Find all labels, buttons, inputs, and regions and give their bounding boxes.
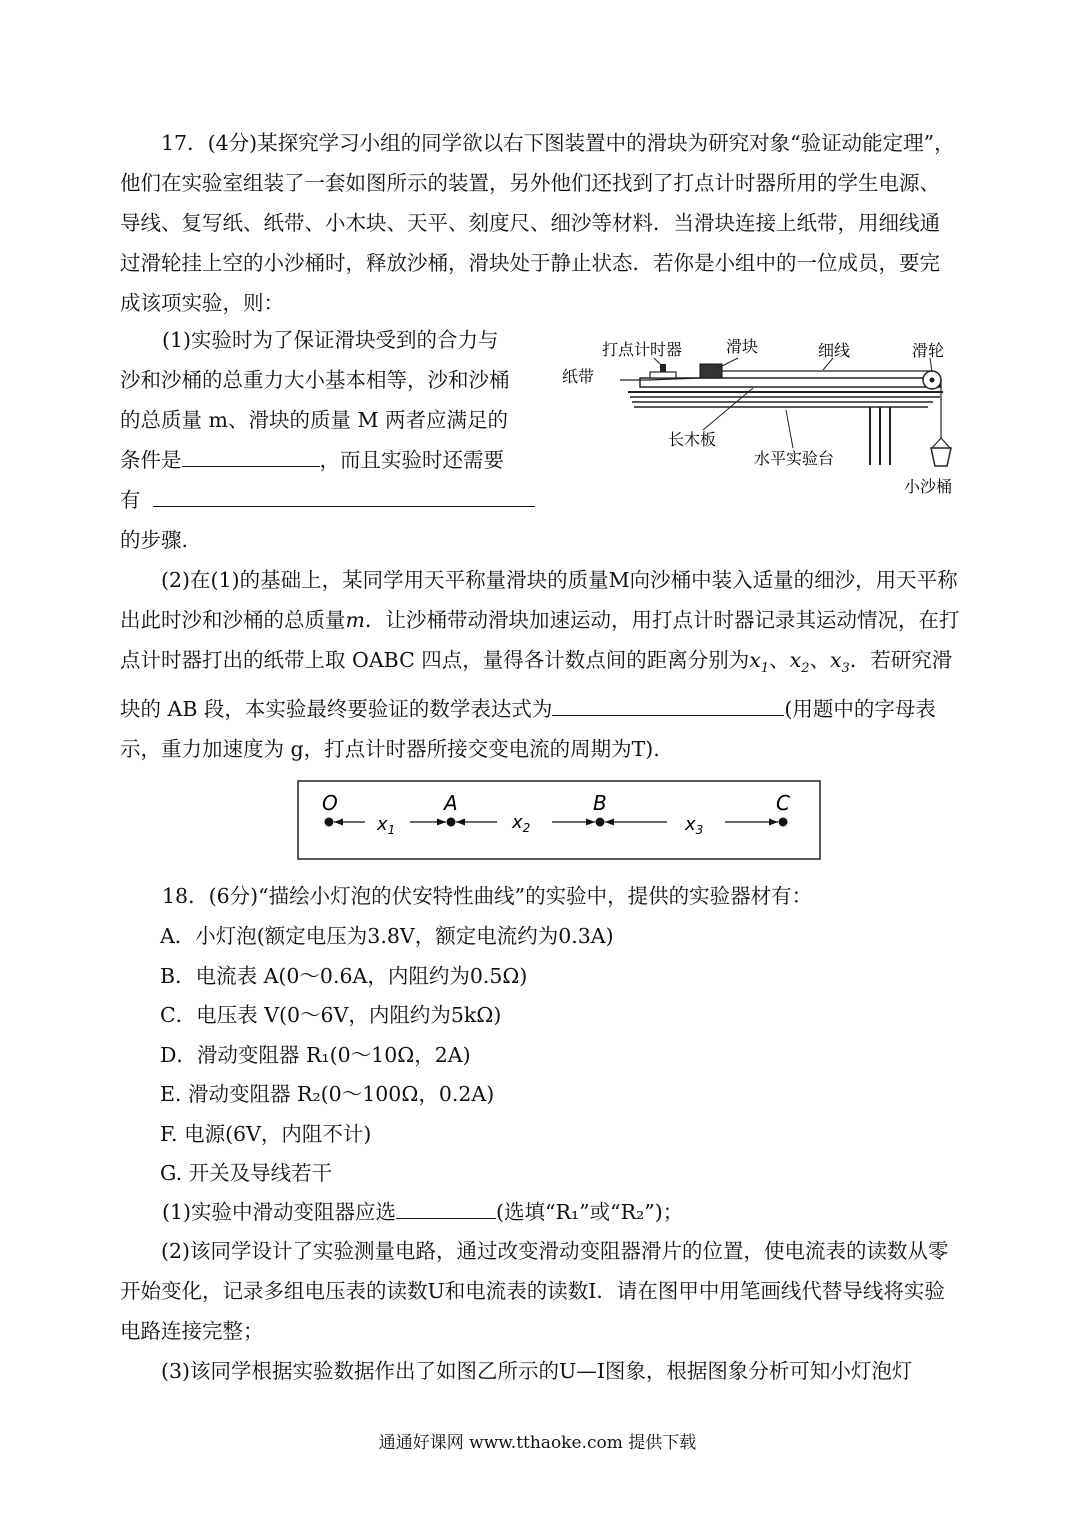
- tape-point-B: [596, 818, 605, 827]
- sand-bucket: [931, 448, 951, 466]
- long-board: [640, 378, 940, 387]
- q17-part2: (2)在(1)的基础上，某同学用天平称量滑块的质量M向沙桶中装入适量的细沙，用天平称出此时沙和沙桶的总质量m．让沙桶带动滑块加速运动，用打点计时器记录其运动情况，在打点计时器打出的纸带上取 OABC 四点，量得各计数点间的距离分别为$x_1$、$x_2$、$x_3$．若研究滑块的 AB 段，本实验最终要验证的数学表达式为 (用题中的字母表示，重力加速度为 g，打点计时器所接交变电流的周期为T).: [120, 568, 960, 762]
- q17-part2-text-a: (2)在(1)的基础上，某同学用天平称量滑块的质量M向沙桶中装入适量的细沙，用天平称出此时沙和沙桶的总质量: [120, 568, 958, 632]
- tape-point-O: [325, 818, 334, 827]
- q18-part1-text-b: (选填“R₁”或“R₂”)；: [496, 1200, 684, 1224]
- leader-table: [786, 410, 793, 448]
- label-pulley: 滑轮: [912, 341, 945, 360]
- q17-step-blank[interactable]: [153, 505, 535, 507]
- timer-base: [650, 372, 676, 378]
- label-slider: 滑块: [726, 337, 759, 356]
- q17-step-label: ，而且实验时还需要: [319, 448, 504, 472]
- leader-pulley: [930, 358, 932, 372]
- q18-option-g: G. 开关及导线若干: [160, 1161, 333, 1185]
- tape-label-x2: $x_2$: [512, 812, 531, 835]
- apparatus-diagram: [558, 330, 968, 505]
- page-footer: 通通好课网 www.tthaoke.com 提供下载: [378, 1433, 697, 1453]
- q17-x1: $x_1$: [749, 648, 770, 677]
- q17-condition-label: 条件是: [120, 448, 182, 472]
- q17-part1-line6: 的步骤.: [120, 528, 189, 552]
- label-string: 细线: [818, 341, 851, 360]
- q17-part1-line4: [120, 440, 504, 480]
- q17-expression-blank[interactable]: [552, 714, 784, 716]
- tape-label-O: O: [322, 791, 338, 815]
- tape-point-C: [779, 818, 788, 827]
- tape-label-A: A: [444, 791, 458, 815]
- q17-part1-line5: [120, 480, 535, 520]
- q18-part3: (3)该同学根据实验数据作出了如图乙所示的U—I图象，根据图象分析可知小灯泡灯: [161, 1359, 913, 1383]
- bucket-handle: [932, 438, 950, 448]
- q18-rheostat-blank[interactable]: [396, 1217, 496, 1219]
- q18-intro: 18．(6分)“描绘小灯泡的伏安特性曲线”的实验中，提供的实验器材有：: [162, 884, 813, 908]
- pulley-axle: [930, 378, 935, 383]
- q17-x2: $x_2$: [789, 648, 810, 677]
- q17-condition-blank[interactable]: [182, 465, 320, 467]
- tape-label-x1: $x_1$: [377, 814, 396, 837]
- tape-diagram: [297, 780, 821, 860]
- q18-part1-text-a: (1)实验中滑动变阻器应选: [162, 1200, 397, 1224]
- q17-part1-line1: (1)实验时为了保证滑块受到的合力与: [162, 328, 499, 352]
- q18-option-b: B．电流表 A(0～0.6A，内阻约为0.5Ω): [160, 964, 528, 988]
- q17-intro: 17．(4分)某探究学习小组的同学欲以右下图装置中的滑块为研究对象“验证动能定理”，他们在实验室组装了一套如图所示的装置，另外他们还找到了打点计时器所用的学生电源、导线、复写纸、纸带、小木块、天平、刻度尺、细沙等材料．当滑块连接上纸带，用细线通过滑轮挂上空的小沙桶时，释放沙桶，滑块处于静止状态．若你是小组中的一位成员，要完成该项实验，则：: [120, 131, 955, 315]
- q18-part1: [162, 1192, 683, 1232]
- tape-label-x3: $x_3$: [685, 814, 704, 837]
- q17-part1-line3: 的总质量 m、滑块的质量 M 两者应满足的: [120, 408, 508, 432]
- q17-part2-m: m: [345, 608, 365, 632]
- q18-option-a: A．小灯泡(额定电压为3.8V，额定电流约为0.3A): [160, 924, 614, 948]
- q18-option-d: D．滑动变阻器 R₁(0～10Ω，2A): [160, 1043, 471, 1067]
- label-timer: 打点计时器: [602, 340, 683, 359]
- label-board: 长木板: [668, 430, 717, 449]
- q17-have-label: 有: [120, 488, 141, 512]
- q18-option-f: F. 电源(6V，内阻不计): [160, 1122, 372, 1146]
- leader-timer: [654, 358, 662, 366]
- leader-slider: [718, 358, 738, 368]
- q18-option-e: E. 滑动变阻器 R₂(0～100Ω，0.2A): [160, 1082, 495, 1106]
- q18-part2: (2)该同学设计了实验测量电路，通过改变滑动变阻器滑片的位置，使电流表的读数从零开始变化，记录多组电压表的读数U和电流表的读数I．请在图甲中用笔画线代替导线将实验电路连接完整；: [120, 1239, 949, 1343]
- tape-label-C: C: [776, 791, 790, 815]
- label-bucket: 小沙桶: [904, 477, 953, 496]
- tape-label-B: B: [593, 791, 607, 815]
- q17-part2-text-d: (用题中的字母表示，重力加速度为 g，打点计时器所接交变电流的周期为T).: [120, 697, 936, 762]
- slider-block: [700, 364, 722, 378]
- leader-board: [703, 388, 753, 430]
- label-table: 水平实验台: [754, 449, 835, 468]
- q17-part2-text-b: ．让沙桶带动滑块加速运动，用打点计时器记录其运动情况，在打点计时器打出的纸带上取 OABC 四点，量得各计数点间的距离分别为: [120, 608, 960, 672]
- tape-point-A: [447, 818, 456, 827]
- q17-part1-line2: 沙和沙桶的总重力大小基本相等，沙和沙桶: [120, 368, 510, 392]
- q17-x3: $x_3$: [829, 648, 850, 677]
- q18-option-c: C．电压表 V(0～6V，内阻约为5kΩ): [160, 1003, 502, 1027]
- label-tape: 纸带: [562, 367, 595, 386]
- q17-part2-text-c: ．若研究滑块的 AB 段，本实验最终要验证的数学表达式为: [120, 648, 953, 722]
